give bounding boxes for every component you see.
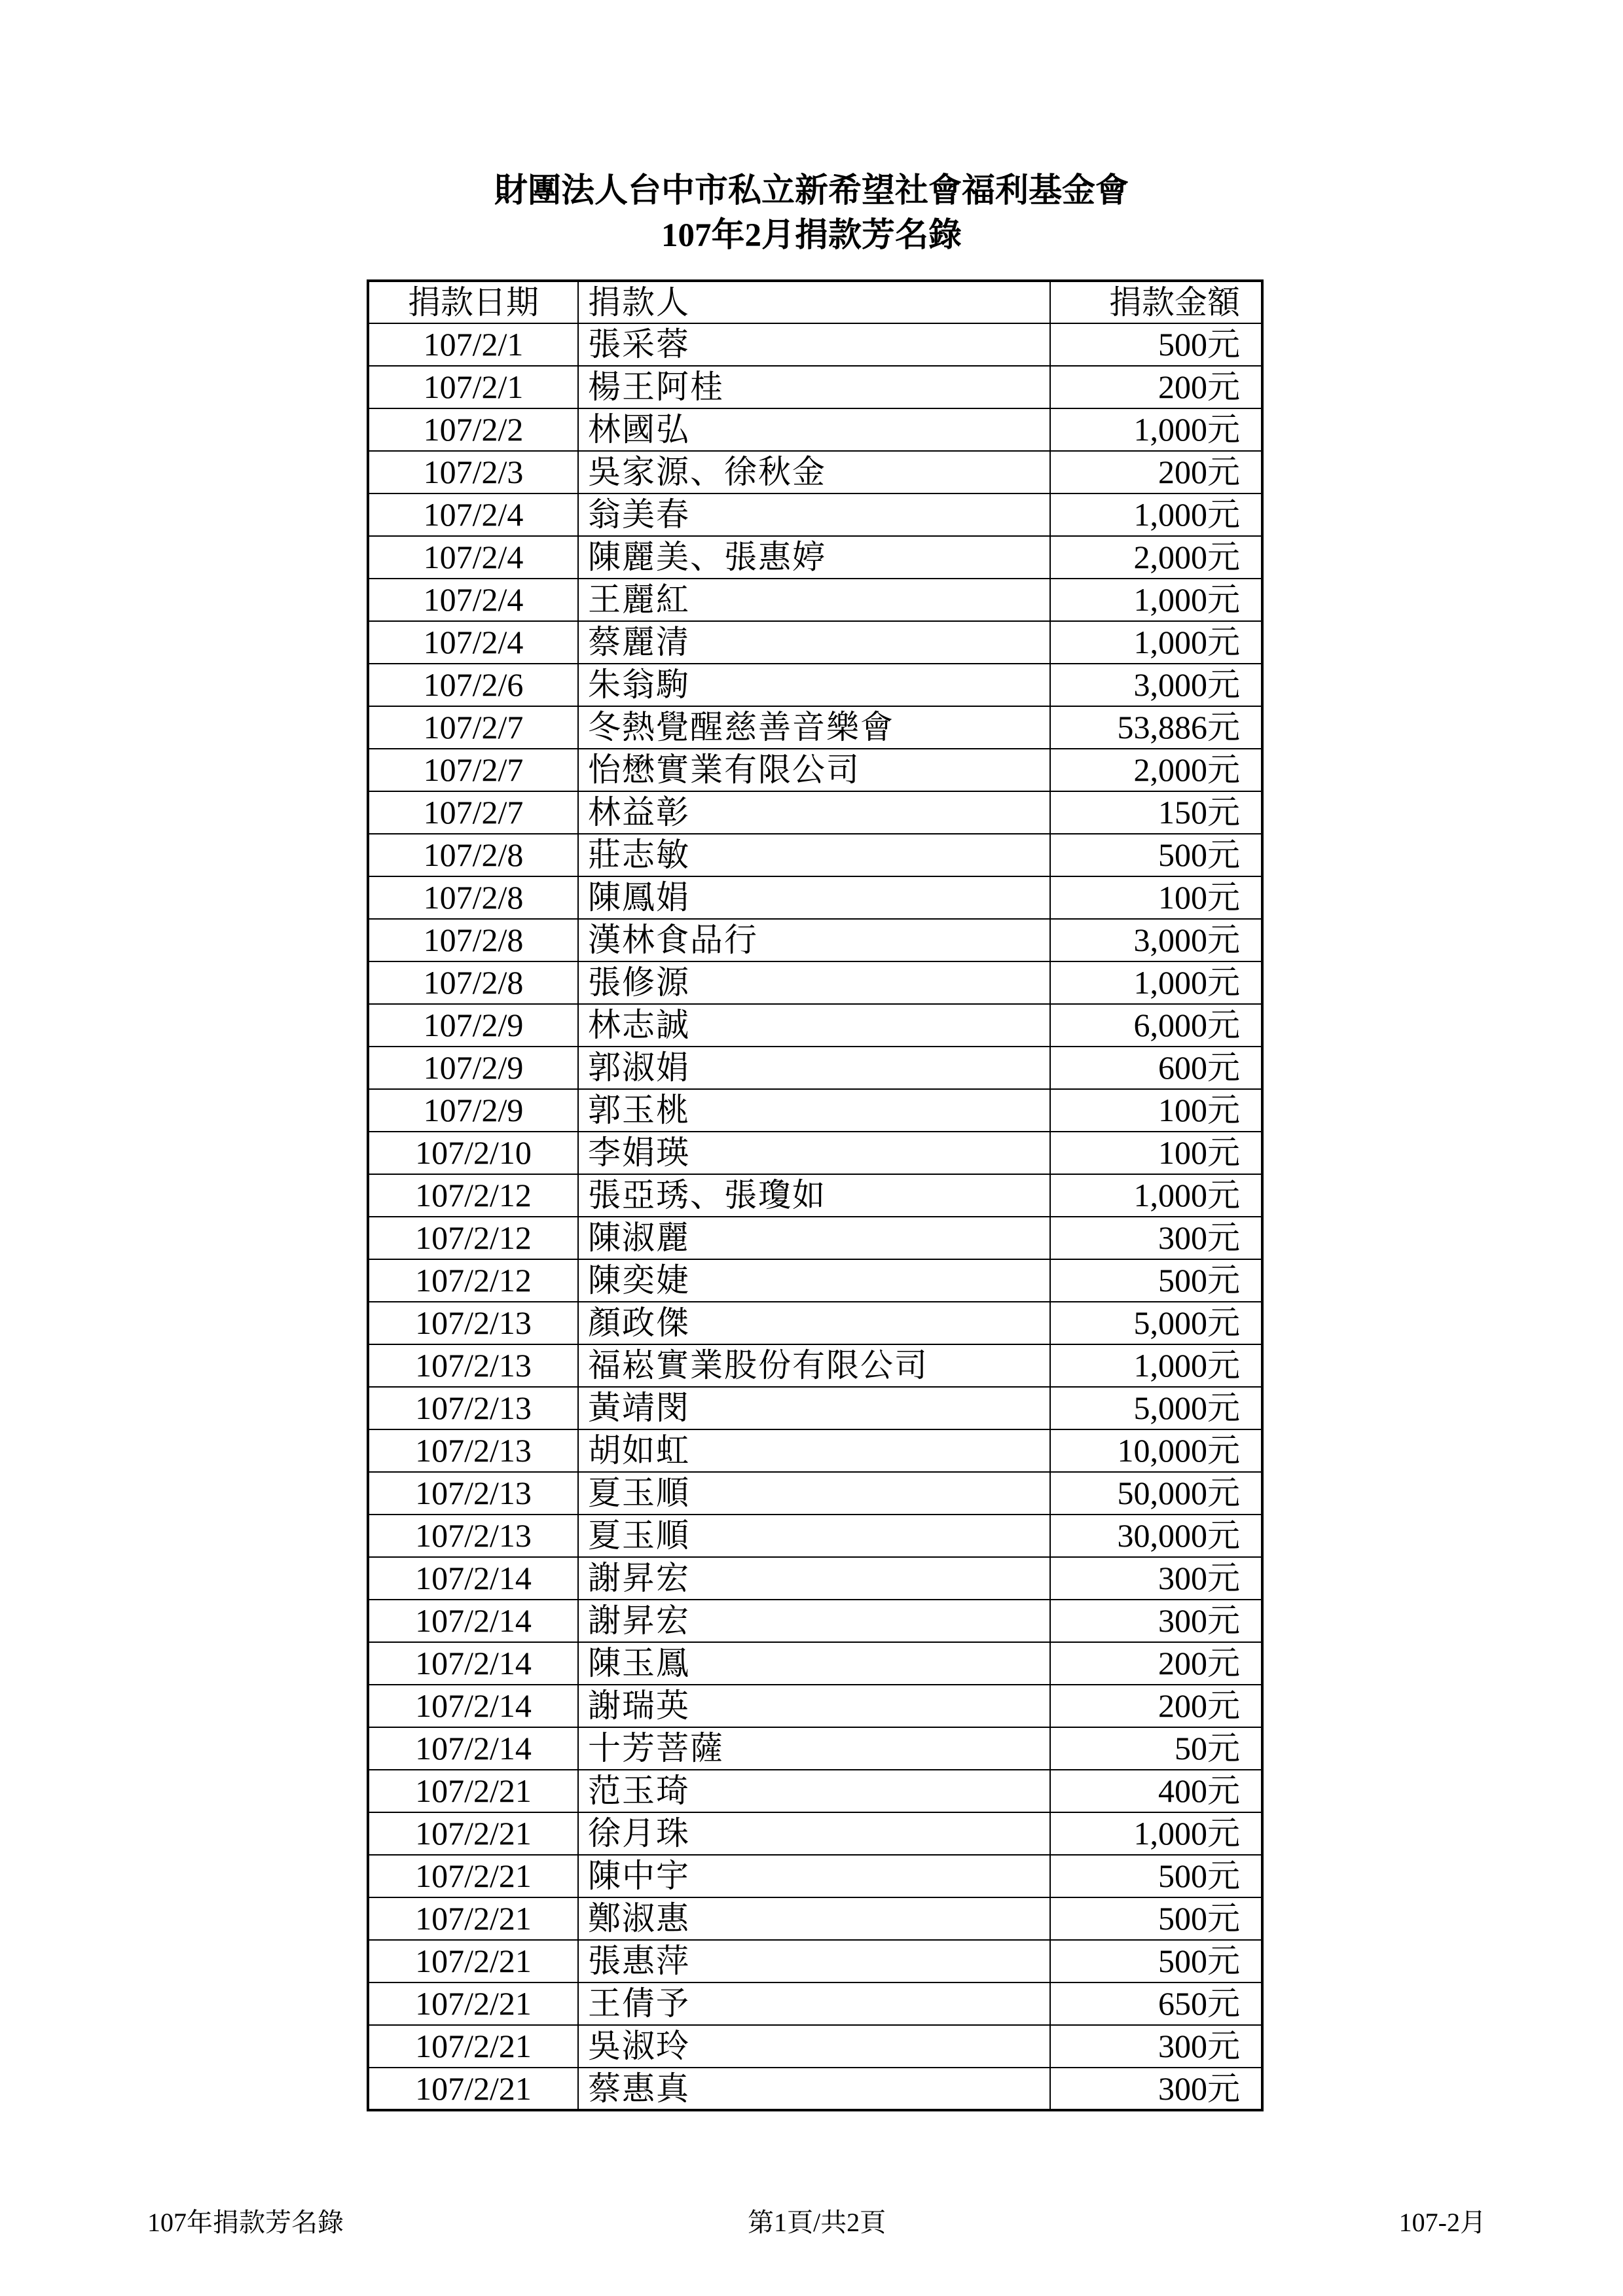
- table-row: [368, 1515, 1262, 1557]
- amount-cell: 50元: [1050, 1727, 1262, 1770]
- donor-cell: 十芳菩薩: [578, 1727, 1050, 1770]
- table-row: [368, 1727, 1262, 1770]
- date-cell: 107/2/9: [368, 1089, 578, 1132]
- date-cell: 107/2/10: [368, 1132, 578, 1174]
- amount-cell: 400元: [1050, 1770, 1262, 1812]
- donor-cell: 林志誠: [578, 1004, 1050, 1047]
- donor-cell: 鄭淑惠: [578, 1897, 1050, 1940]
- amount-cell: 200元: [1050, 366, 1262, 408]
- table-row: [368, 1642, 1262, 1685]
- table-row: [368, 749, 1262, 791]
- donor-cell: 福崧實業股份有限公司: [578, 1344, 1050, 1387]
- date-cell: 107/2/21: [368, 2025, 578, 2068]
- donor-cell: 李娟瑛: [578, 1132, 1050, 1174]
- donor-cell: 胡如虹: [578, 1429, 1050, 1472]
- date-cell: 107/2/21: [368, 1855, 578, 1897]
- donor-cell: 吳淑玲: [578, 2025, 1050, 2068]
- donor-cell: 怡懋實業有限公司: [578, 749, 1050, 791]
- date-cell: 107/2/14: [368, 1642, 578, 1685]
- table-row: [368, 919, 1262, 961]
- donor-cell: 王倩予: [578, 1982, 1050, 2025]
- date-cell: 107/2/12: [368, 1259, 578, 1302]
- donor-cell: 張惠萍: [578, 1940, 1050, 1982]
- date-cell: 107/2/9: [368, 1047, 578, 1089]
- footer-period: 107-2月: [1398, 2208, 1486, 2237]
- table-row: [368, 1047, 1262, 1089]
- amount-cell: 3,000元: [1050, 664, 1262, 706]
- table-row: [368, 791, 1262, 834]
- donor-cell: 王麗紅: [578, 579, 1050, 621]
- column-header-amount: 捐款金額: [1050, 281, 1262, 323]
- date-cell: 107/2/8: [368, 961, 578, 1004]
- donor-cell: 張修源: [578, 961, 1050, 1004]
- date-cell: 107/2/4: [368, 579, 578, 621]
- date-cell: 107/2/13: [368, 1472, 578, 1515]
- donor-cell: 莊志敏: [578, 834, 1050, 876]
- amount-cell: 500元: [1050, 1855, 1262, 1897]
- table-row: [368, 579, 1262, 621]
- amount-cell: 300元: [1050, 1557, 1262, 1600]
- document-subtitle: 107年2月捐款芳名錄: [661, 217, 962, 254]
- table-row: [368, 408, 1262, 451]
- amount-cell: 1,000元: [1050, 621, 1262, 664]
- date-cell: 107/2/7: [368, 706, 578, 749]
- date-cell: 107/2/7: [368, 749, 578, 791]
- table-row: [368, 1387, 1262, 1429]
- donor-cell: 蔡麗清: [578, 621, 1050, 664]
- table-row: [368, 323, 1262, 366]
- date-cell: 107/2/4: [368, 621, 578, 664]
- table-row: [368, 1302, 1262, 1344]
- amount-cell: 150元: [1050, 791, 1262, 834]
- table-row: [368, 1132, 1262, 1174]
- amount-cell: 3,000元: [1050, 919, 1262, 961]
- table-row: [368, 876, 1262, 919]
- amount-cell: 10,000元: [1050, 1429, 1262, 1472]
- document-title: 財團法人台中市私立新希望社會福利基金會: [494, 173, 1129, 209]
- donor-cell: 冬熱覺醒慈善音樂會: [578, 706, 1050, 749]
- table-row: [368, 1855, 1262, 1897]
- donor-cell: 漢林食品行: [578, 919, 1050, 961]
- donor-cell: 朱翁駒: [578, 664, 1050, 706]
- amount-cell: 500元: [1050, 1940, 1262, 1982]
- date-cell: 107/2/4: [368, 536, 578, 579]
- donor-cell: 郭玉桃: [578, 1089, 1050, 1132]
- amount-cell: 200元: [1050, 451, 1262, 493]
- donor-cell: 謝昇宏: [578, 1600, 1050, 1642]
- table-row: [368, 451, 1262, 493]
- amount-cell: 500元: [1050, 1259, 1262, 1302]
- table-row: [368, 961, 1262, 1004]
- amount-cell: 1,000元: [1050, 579, 1262, 621]
- date-cell: 107/2/7: [368, 791, 578, 834]
- amount-cell: 2,000元: [1050, 749, 1262, 791]
- amount-cell: 300元: [1050, 2025, 1262, 2068]
- donor-cell: 夏玉順: [578, 1515, 1050, 1557]
- amount-cell: 1,000元: [1050, 493, 1262, 536]
- table-row: [368, 1259, 1262, 1302]
- amount-cell: 300元: [1050, 1217, 1262, 1259]
- table-row: [368, 1174, 1262, 1217]
- table-row: [368, 706, 1262, 749]
- amount-cell: 2,000元: [1050, 536, 1262, 579]
- date-cell: 107/2/1: [368, 366, 578, 408]
- donor-cell: 楊王阿桂: [578, 366, 1050, 408]
- date-cell: 107/2/21: [368, 1770, 578, 1812]
- date-cell: 107/2/8: [368, 834, 578, 876]
- amount-cell: 6,000元: [1050, 1004, 1262, 1047]
- amount-cell: 100元: [1050, 876, 1262, 919]
- date-cell: 107/2/12: [368, 1174, 578, 1217]
- footer-document-name: 107年捐款芳名錄: [147, 2208, 344, 2237]
- date-cell: 107/2/14: [368, 1727, 578, 1770]
- date-cell: 107/2/1: [368, 323, 578, 366]
- table-row: [368, 621, 1262, 664]
- header-row: [368, 281, 1262, 323]
- amount-cell: 500元: [1050, 834, 1262, 876]
- table-row: [368, 1557, 1262, 1600]
- donor-cell: 張亞琇、張瓊如: [578, 1174, 1050, 1217]
- amount-cell: 1,000元: [1050, 961, 1262, 1004]
- date-cell: 107/2/6: [368, 664, 578, 706]
- amount-cell: 200元: [1050, 1642, 1262, 1685]
- table-row: [368, 493, 1262, 536]
- amount-cell: 100元: [1050, 1089, 1262, 1132]
- date-cell: 107/2/13: [368, 1344, 578, 1387]
- date-cell: 107/2/4: [368, 493, 578, 536]
- donor-cell: 翁美春: [578, 493, 1050, 536]
- date-cell: 107/2/3: [368, 451, 578, 493]
- amount-cell: 300元: [1050, 2068, 1262, 2110]
- amount-cell: 600元: [1050, 1047, 1262, 1089]
- date-cell: 107/2/21: [368, 1982, 578, 2025]
- table-row: [368, 1004, 1262, 1047]
- table-header: [368, 281, 1262, 323]
- table-row: [368, 1429, 1262, 1472]
- donor-cell: 張采蓉: [578, 323, 1050, 366]
- date-cell: 107/2/14: [368, 1600, 578, 1642]
- donor-cell: 陳麗美、張惠婷: [578, 536, 1050, 579]
- amount-cell: 5,000元: [1050, 1387, 1262, 1429]
- donor-cell: 夏玉順: [578, 1472, 1050, 1515]
- table-body: [368, 323, 1262, 2110]
- table-row: [368, 2025, 1262, 2068]
- donor-cell: 蔡惠真: [578, 2068, 1050, 2110]
- table-row: [368, 1982, 1262, 2025]
- donor-cell: 謝昇宏: [578, 1557, 1050, 1600]
- donor-cell: 陳中宇: [578, 1855, 1050, 1897]
- date-cell: 107/2/14: [368, 1557, 578, 1600]
- donor-cell: 陳鳳娟: [578, 876, 1050, 919]
- date-cell: 107/2/8: [368, 876, 578, 919]
- table-row: [368, 1600, 1262, 1642]
- donor-cell: 黃靖閔: [578, 1387, 1050, 1429]
- table-row: [368, 1472, 1262, 1515]
- table-row: [368, 1344, 1262, 1387]
- donor-cell: 郭淑娟: [578, 1047, 1050, 1089]
- table-row: [368, 1940, 1262, 1982]
- donor-cell: 林國弘: [578, 408, 1050, 451]
- donor-cell: 陳淑麗: [578, 1217, 1050, 1259]
- table-row: [368, 1770, 1262, 1812]
- table-row: [368, 1897, 1262, 1940]
- date-cell: 107/2/8: [368, 919, 578, 961]
- amount-cell: 30,000元: [1050, 1515, 1262, 1557]
- table-row: [368, 834, 1262, 876]
- column-header-donor: 捐款人: [578, 281, 1050, 323]
- donor-cell: 徐月珠: [578, 1812, 1050, 1855]
- table-row: [368, 1812, 1262, 1855]
- date-cell: 107/2/21: [368, 1897, 578, 1940]
- date-cell: 107/2/21: [368, 1940, 578, 1982]
- date-cell: 107/2/2: [368, 408, 578, 451]
- table-row: [368, 1217, 1262, 1259]
- date-cell: 107/2/9: [368, 1004, 578, 1047]
- table-row: [368, 366, 1262, 408]
- date-cell: 107/2/21: [368, 1812, 578, 1855]
- date-cell: 107/2/13: [368, 1429, 578, 1472]
- amount-cell: 650元: [1050, 1982, 1262, 2025]
- donation-table: [367, 279, 1264, 2111]
- amount-cell: 300元: [1050, 1600, 1262, 1642]
- date-cell: 107/2/13: [368, 1302, 578, 1344]
- date-cell: 107/2/13: [368, 1515, 578, 1557]
- donor-cell: 吳家源、徐秋金: [578, 451, 1050, 493]
- table-row: [368, 1089, 1262, 1132]
- table-row: [368, 664, 1262, 706]
- amount-cell: 100元: [1050, 1132, 1262, 1174]
- donor-cell: 范玉琦: [578, 1770, 1050, 1812]
- amount-cell: 500元: [1050, 1897, 1262, 1940]
- document-header: [0, 169, 1623, 258]
- date-cell: 107/2/14: [368, 1685, 578, 1727]
- donor-cell: 謝瑞英: [578, 1685, 1050, 1727]
- amount-cell: 200元: [1050, 1685, 1262, 1727]
- column-header-date: 捐款日期: [368, 281, 578, 323]
- donor-cell: 顏政傑: [578, 1302, 1050, 1344]
- date-cell: 107/2/12: [368, 1217, 578, 1259]
- amount-cell: 1,000元: [1050, 1344, 1262, 1387]
- donor-cell: 林益彰: [578, 791, 1050, 834]
- amount-cell: 1,000元: [1050, 1174, 1262, 1217]
- donor-cell: 陳奕婕: [578, 1259, 1050, 1302]
- table-row: [368, 2068, 1262, 2110]
- amount-cell: 53,886元: [1050, 706, 1262, 749]
- amount-cell: 5,000元: [1050, 1302, 1262, 1344]
- footer-page-number: 第1頁/共2頁: [748, 2208, 886, 2237]
- date-cell: 107/2/21: [368, 2068, 578, 2110]
- donor-cell: 陳玉鳳: [578, 1642, 1050, 1685]
- amount-cell: 500元: [1050, 323, 1262, 366]
- amount-cell: 1,000元: [1050, 408, 1262, 451]
- amount-cell: 1,000元: [1050, 1812, 1262, 1855]
- date-cell: 107/2/13: [368, 1387, 578, 1429]
- amount-cell: 50,000元: [1050, 1472, 1262, 1515]
- table-row: [368, 536, 1262, 579]
- table-row: [368, 1685, 1262, 1727]
